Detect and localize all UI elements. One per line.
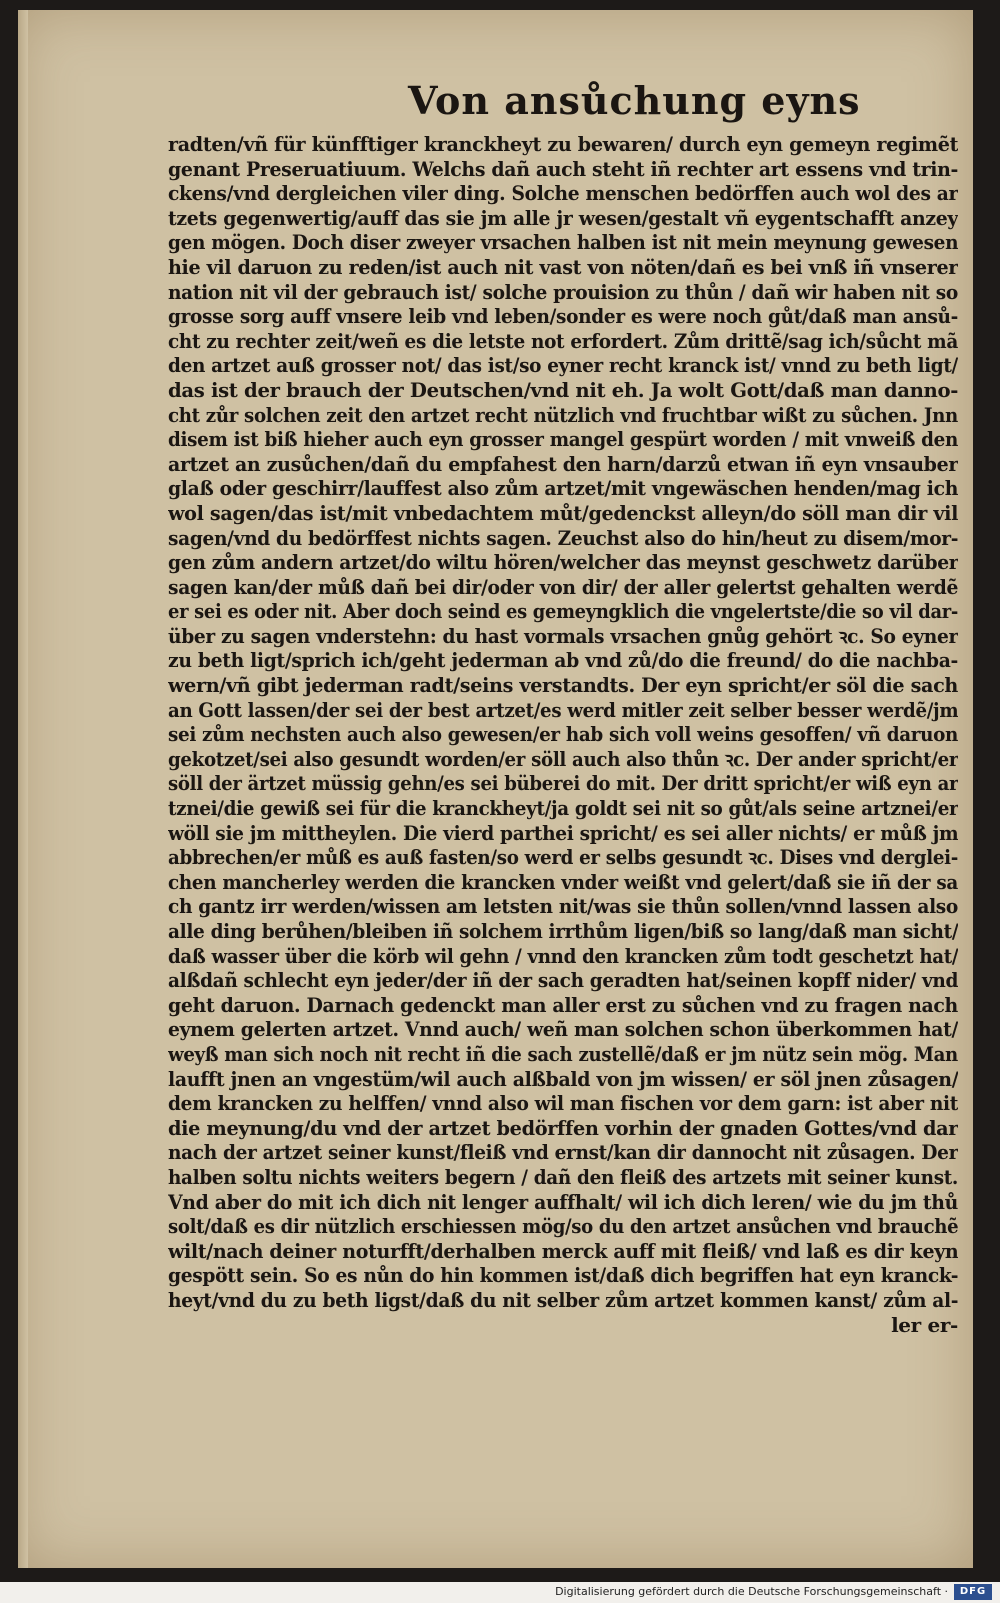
- text-line: wilt/nach deiner noturfft/derhalben merck auff mit fleiß/ vnd laß es dir keyn: [168, 1238, 959, 1263]
- text-line: das ist der brauch der Deutschen/vnd nit eh. Ja wolt Gott/daß man danno-: [168, 377, 959, 402]
- text-line: grosse sorg auff vnsere leib vnd leben/sonder es were noch gůt/daß man ansů-: [168, 304, 959, 329]
- text-line: er sei es oder nit. Aber doch seind es gemeyngklich die vngelertste/die so vil dar-: [168, 599, 959, 624]
- text-line: cht zůr solchen zeit den artzet recht nützlich vnd fruchtbar wißt zu sůchen. Jnn: [168, 402, 958, 427]
- text-line: halben soltu nichts weiters begern / dañ den fleiß des artzets mit seiner kunst.: [168, 1164, 959, 1189]
- text-line: tzets gegenwertig/auff das sie jm alle jr wesen/gestalt vñ eygentschafft anzey: [168, 205, 959, 230]
- text-line: eynem gelerten artzet. Vnnd auch/ weñ man solchen schon überkommen hat/: [168, 1017, 958, 1042]
- text-line: wol sagen/das ist/mit vnbedachtem můt/gedenckst alleyn/do söll man dir vil: [168, 500, 959, 525]
- text-line: artzet an zusůchen/dañ du empfahest den harn/darzů etwan iñ eyn vnsauber: [168, 451, 959, 476]
- dfg-logo: DFG: [954, 1584, 992, 1600]
- text-line: gen zům andern artzet/do wiltu hören/welcher das meynst geschwetz darüber: [168, 550, 958, 575]
- page-edge-shadow: [18, 10, 28, 1568]
- text-line: ch gantz irr werden/wissen am letsten nit/was sie thůn sollen/vnnd lassen also: [168, 894, 958, 919]
- text-line: radten/vñ für künfftiger kranckheyt zu bewaren/ durch eyn gemeyn regimẽt: [168, 132, 958, 156]
- text-line: die meynung/du vnd der artzet bedörffen vorhin der gnaden Gottes/vnd dar: [168, 1115, 958, 1140]
- text-line: abbrechen/er můß es auß fasten/so werd er selbs gesundt ꝛc. Dises vnd derglei-: [168, 845, 959, 870]
- text-line: alle ding berůhen/bleiben iñ solchem irrthům ligen/biß so lang/daß man sicht/: [168, 919, 959, 943]
- text-line: solt/daß es dir nützlich erschiessen mög/so du den artzet ansůchen vnd brauchẽ: [168, 1214, 959, 1239]
- text-line: söll der ärtzet müssig gehn/es sei büberei do mit. Der dritt spricht/er wiß eyn ar: [168, 771, 959, 796]
- text-line: wöll sie jm mittheylen. Die vierd parthei spricht/ es sei aller nichts/ er můß jm: [168, 820, 958, 845]
- text-line: disem ist biß hieher auch eyn grosser mangel gespürt worden / mit vnweiß den: [168, 427, 959, 452]
- text-line: gen mögen. Doch diser zweyer vrsachen halben ist nit mein meynung gewesen: [168, 230, 959, 255]
- text-line: weyß man sich noch nit recht iñ die sach zustellẽ/daß er jm nütz sein mög. Man: [168, 1041, 958, 1066]
- text-line: geht daruon. Darnach gedenckt man aller erst zu sůchen vnd zu fragen nach: [168, 992, 958, 1017]
- text-line: ckens/vnd dergleichen viler ding. Solche menschen bedörffen auch wol des ar: [168, 181, 958, 206]
- text-line: alßdañ schlecht eyn jeder/der iñ der sach geradten hat/seinen kopff nider/ vnd: [168, 968, 959, 993]
- running-header: Von ansůchung eyns: [408, 78, 861, 123]
- text-line: nation nit vil der gebrauch ist/ solche prouision zu thůn / dañ wir haben nit so: [168, 279, 958, 304]
- text-line: cht zu rechter zeit/weñ es die letste not erfordert. Zům drittẽ/sag ich/sůcht mã: [168, 328, 958, 353]
- text-line: sagen/vnd du bedörffest nichts sagen. Zeuchst also do hin/heut zu disem/mor-: [168, 525, 958, 550]
- book-page: [18, 10, 973, 1568]
- text-line: zu beth ligt/sprich ich/geht jederman ab vnd zů/do die freund/ do die nachba-: [168, 648, 958, 673]
- text-line: daß wasser über die körb wil gehn / vnnd den krancken zům todt geschetzt hat/: [168, 943, 959, 968]
- body-text: [168, 132, 958, 1337]
- text-line: ler er-: [891, 1312, 958, 1337]
- text-line: sagen kan/der můß dañ bei dir/oder von dir/ der aller gelertst gehalten werdẽ: [168, 574, 958, 599]
- text-line: glaß oder geschirr/lauffest also zům artzet/mit vngewäschen henden/mag ich: [168, 476, 959, 501]
- text-line: hie vil daruon zu reden/ist auch nit vast von nöten/dañ es bei vnß iñ vnserer: [168, 254, 959, 279]
- footer-bar: [0, 1582, 1000, 1603]
- text-line: wern/vñ gibt jederman radt/seins verstandts. Der eyn spricht/er söl die sach: [168, 673, 959, 698]
- text-line: gespött sein. So es nůn do hin kommen ist/daß dich begriffen hat eyn kranck-: [168, 1263, 958, 1288]
- text-line: an Gott lassen/der sei der best artzet/es werd mitler zeit selber besser werdẽ/jm: [168, 697, 958, 722]
- text-line: über zu sagen vnderstehn: du hast vormals vrsachen gnůg gehört ꝛc. So eyner: [168, 623, 958, 648]
- text-line: laufft jnen an vngestüm/wil auch alßbald von jm wissen/ er söl jnen zůsagen/: [168, 1066, 958, 1091]
- text-line: genant Preseruatiuum. Welchs dañ auch steht iñ rechter art essens vnd trin-: [168, 156, 959, 181]
- digitization-credit: Digitalisierung gefördert durch die Deutsche Forschungsgemeinschaft ·: [555, 1585, 948, 1598]
- text-line: heyt/vnd du zu beth ligst/daß du nit selber zům artzet kommen kanst/ zům al-: [168, 1287, 958, 1312]
- text-line: nach der artzet seiner kunst/fleiß vnd ernst/kan dir dannocht nit zůsagen. Der: [168, 1140, 959, 1165]
- text-line: gekotzet/sei also gesundt worden/er söll auch also thůn ꝛc. Der ander spricht/er: [168, 746, 958, 771]
- text-line: Vnd aber do mit ich dich nit lenger auffhalt/ wil ich dich leren/ wie du jm thů: [168, 1189, 959, 1214]
- text-line: dem krancken zu helffen/ vnnd also wil man fischen vor dem garn: ist aber nit: [168, 1091, 958, 1116]
- text-line: tznei/die gewiß sei für die kranckheyt/ja goldt sei nit so gůt/als seine artznei/er: [168, 796, 959, 821]
- text-line: sei zům nechsten auch also gewesen/er hab sich voll weins gesoffen/ vñ daruon: [168, 722, 959, 747]
- text-line: chen mancherley werden die krancken vnder weißt vnd gelert/daß sie iñ der sa: [168, 869, 958, 894]
- text-line: den artzet auß grosser not/ das ist/so eyner recht kranck ist/ vnnd zu beth ligt/: [168, 353, 958, 378]
